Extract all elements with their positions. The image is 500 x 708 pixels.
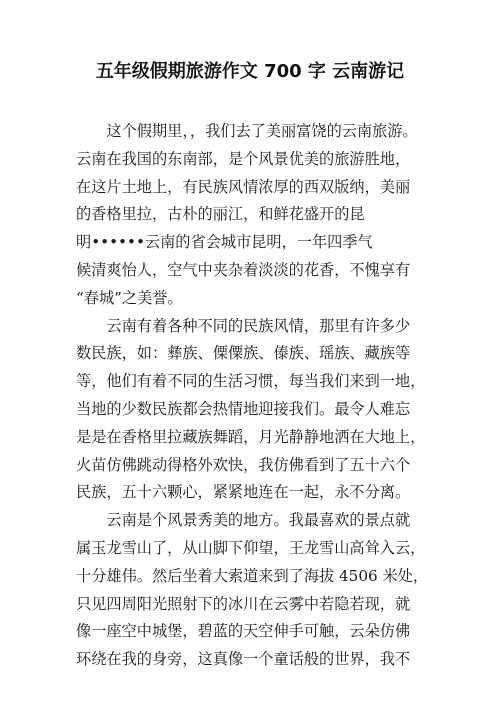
body-line: 候清爽怡人，空气中夹杂着淡淡的花香，不愧享有 bbox=[76, 260, 411, 279]
document-title: 五年级假期旅游作文 700 字 云南游记 bbox=[95, 61, 405, 82]
document-body bbox=[76, 118, 436, 674]
body-line: 环绕在我的身旁，这真像一个童话般的世界，我不 bbox=[76, 650, 411, 669]
body-line: 明••••••云南的省会城市昆明，一年四季气 bbox=[76, 233, 373, 252]
body-line: 的香格里拉，古朴的丽江，和鲜花盛开的昆 bbox=[76, 205, 365, 224]
body-line: 民族，五十六颗心，紧紧地连在一起，永不分离。 bbox=[76, 483, 411, 502]
body-line: 是是在香格里拉藏族舞蹈，月光静静地洒在大地上， bbox=[76, 427, 426, 446]
body-line: 数民族，如：彝族、傈僳族、傣族、瑶族、藏族等 bbox=[76, 344, 411, 363]
body-line: “春城”之美誉。 bbox=[76, 288, 183, 307]
body-line: 等，他们有着不同的生活习惯，每当我们来到一地， bbox=[76, 372, 426, 391]
body-line: 火苗仿佛跳动得格外欢快，我仿佛看到了五十六个 bbox=[76, 455, 411, 474]
body-line: 云南是个风景秀美的地方。我最喜欢的景点就 bbox=[76, 511, 411, 530]
body-line: 在这片土地上，有民族风情浓厚的西双版纳，美丽 bbox=[76, 177, 411, 196]
body-line: 只见四周阳光照射下的冰川在云雾中若隐若现，就 bbox=[76, 594, 411, 613]
body-line: 属玉龙雪山了，从山脚下仰望，王龙雪山高耸入云， bbox=[76, 538, 426, 557]
body-line: 这个假期里，，我们去了美丽富饶的云南旅游。 bbox=[76, 122, 418, 140]
body-line: 云南有着各种不同的民族风情，那里有许多少 bbox=[76, 316, 411, 335]
body-line: 当地的少数民族都会热情地迎接我们。最令人难忘 bbox=[76, 399, 411, 418]
body-line: 像一座空中城堡，碧蓝的天空伸手可触，云朵仿佛 bbox=[76, 622, 411, 641]
body-line: 云南在我国的东南部，是个风景优美的旅游胜地， bbox=[76, 149, 411, 168]
body-line: 十分雄伟。然后坐着大索道来到了海拔 4506 米处， bbox=[76, 566, 429, 585]
